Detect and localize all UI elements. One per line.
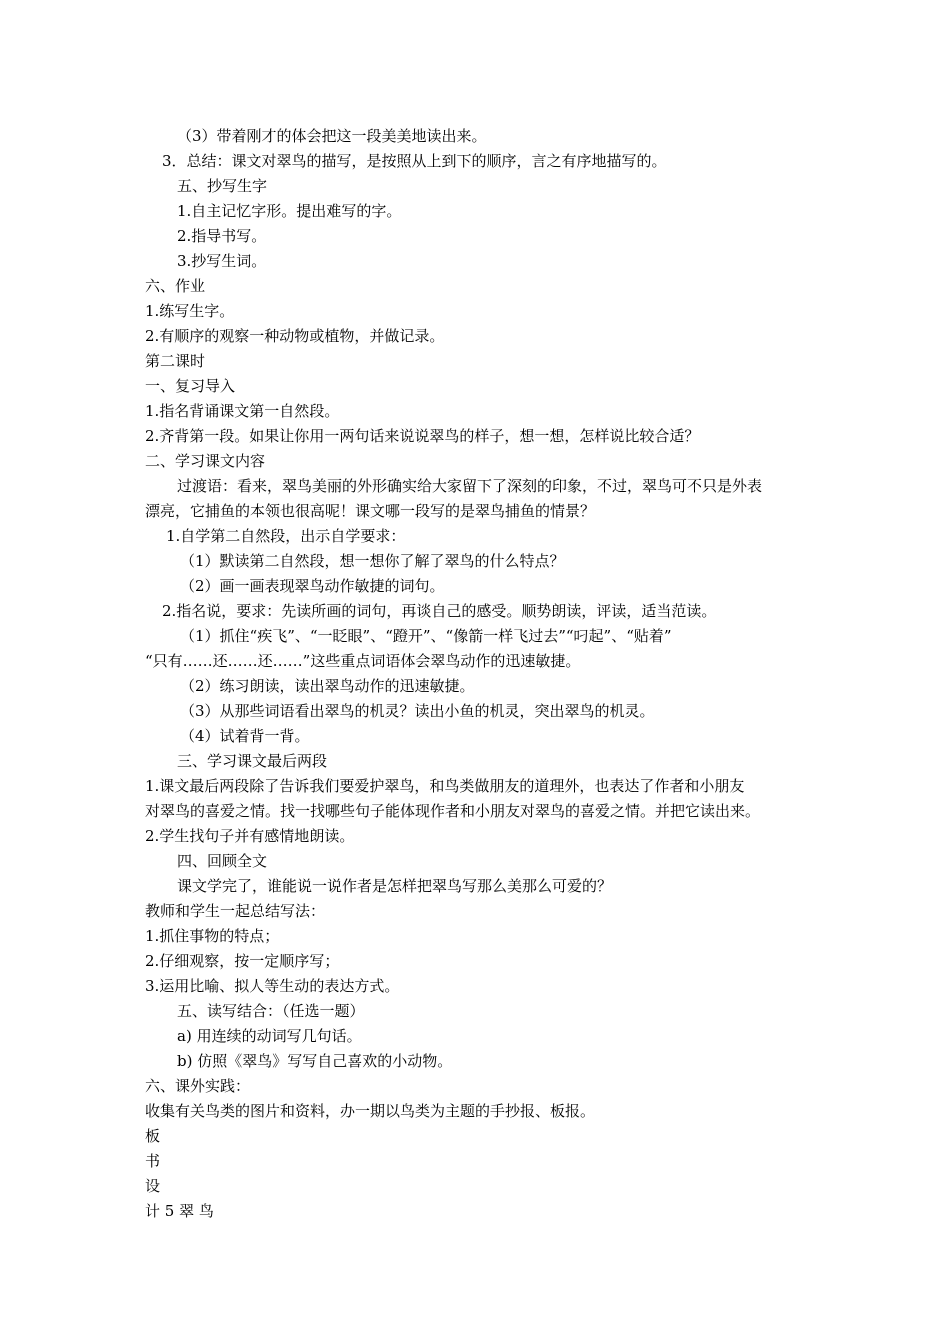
text-line: 2.指名说，要求：先读所画的词句，再谈自己的感受。顺势朗读，评读，适当范读。 (162, 602, 717, 620)
text-line: （3）从那些词语看出翠鸟的机灵？读出小鱼的机灵，突出翠鸟的机灵。 (180, 702, 655, 720)
section-heading: 六、作业 (145, 277, 206, 295)
section-heading: 六、课外实践： (145, 1077, 251, 1095)
text-line: （2）画一画表现翠鸟动作敏捷的词句。 (180, 577, 445, 595)
section-heading: 二、学习课文内容 (145, 452, 266, 470)
text-line: 1.自学第二自然段，出示自学要求： (166, 527, 406, 545)
text-line: “只有……还……还……”这些重点词语体会翠鸟动作的迅速敏捷。 (145, 652, 581, 670)
section-heading: 四、回顾全文 (177, 852, 268, 870)
text-line: 3．总结：课文对翠鸟的描写，是按照从上到下的顺序，言之有序地描写的。 (162, 152, 667, 170)
text-line: 2.指导书写。 (177, 227, 267, 245)
text-line: 1.课文最后两段除了告诉我们要爱护翠鸟，和鸟类做朋友的道理外，也表达了作者和小朋友 (145, 777, 745, 795)
text-line: 2.齐背第一段。如果让你用一两句话来说说翠鸟的样子，想一想，怎样说比较合适？ (145, 427, 700, 445)
board-design-char: 板 (145, 1127, 161, 1145)
text-line: 2.仔细观察，按一定顺序写； (145, 952, 340, 970)
text-line: 1.指名背诵课文第一自然段。 (145, 402, 340, 420)
board-design-char: 设 (145, 1177, 161, 1195)
text-line: a) 用连续的动词写几句话。 (177, 1027, 362, 1045)
section-heading: 三、学习课文最后两段 (177, 752, 328, 770)
text-line: 3.运用比喻、拟人等生动的表达方式。 (145, 977, 400, 995)
text-line: 教师和学生一起总结写法： (145, 902, 326, 920)
text-line: （4）试着背一背。 (180, 727, 310, 745)
text-line: 过渡语：看来，翠鸟美丽的外形确实给大家留下了深刻的印象，不过，翠鸟可不只是外表 (177, 477, 763, 495)
text-line: 1.抓住事物的特点； (145, 927, 280, 945)
text-line: （2）练习朗读，读出翠鸟动作的迅速敏捷。 (180, 677, 475, 695)
lesson-heading: 第二课时 (145, 352, 206, 370)
text-line: 对翠鸟的喜爱之情。找一找哪些句子能体现作者和小朋友对翠鸟的喜爱之情。并把它读出来。 (145, 802, 761, 820)
text-line: 3.抄写生词。 (177, 252, 267, 270)
text-line: 2.学生找句子并有感情地朗读。 (145, 827, 355, 845)
section-heading: 五、抄写生字 (177, 177, 268, 195)
text-line: 漂亮，它捕鱼的本领也很高呢！课文哪一段写的是翠鸟捕鱼的情景？ (145, 502, 596, 520)
text-line: b) 仿照《翠鸟》写写自己喜欢的小动物。 (177, 1052, 453, 1070)
text-line: （3）带着刚才的体会把这一段美美地读出来。 (177, 127, 487, 145)
board-design-title: 计 5 翠 鸟 (145, 1202, 214, 1220)
section-heading: 一、复习导入 (145, 377, 236, 395)
text-line: （1）抓住“疾飞”、“一眨眼”、“蹬开”、“像箭一样飞过去”“叼起”、“贴着” (180, 627, 672, 645)
text-line: 1.自主记忆字形。提出难写的字。 (177, 202, 402, 220)
text-line: 课文学完了，谁能说一说作者是怎样把翠鸟写那么美那么可爱的？ (177, 877, 613, 895)
section-heading: 五、读写结合：（任选一题） (177, 1002, 365, 1020)
text-line: （1）默读第二自然段，想一想你了解了翠鸟的什么特点？ (180, 552, 565, 570)
text-line: 1.练写生字。 (145, 302, 235, 320)
board-design-char: 书 (145, 1152, 161, 1170)
text-line: 2.有顺序的观察一种动物或植物，并做记录。 (145, 327, 445, 345)
text-line: 收集有关鸟类的图片和资料，办一期以鸟类为主题的手抄报、板报。 (145, 1102, 596, 1120)
